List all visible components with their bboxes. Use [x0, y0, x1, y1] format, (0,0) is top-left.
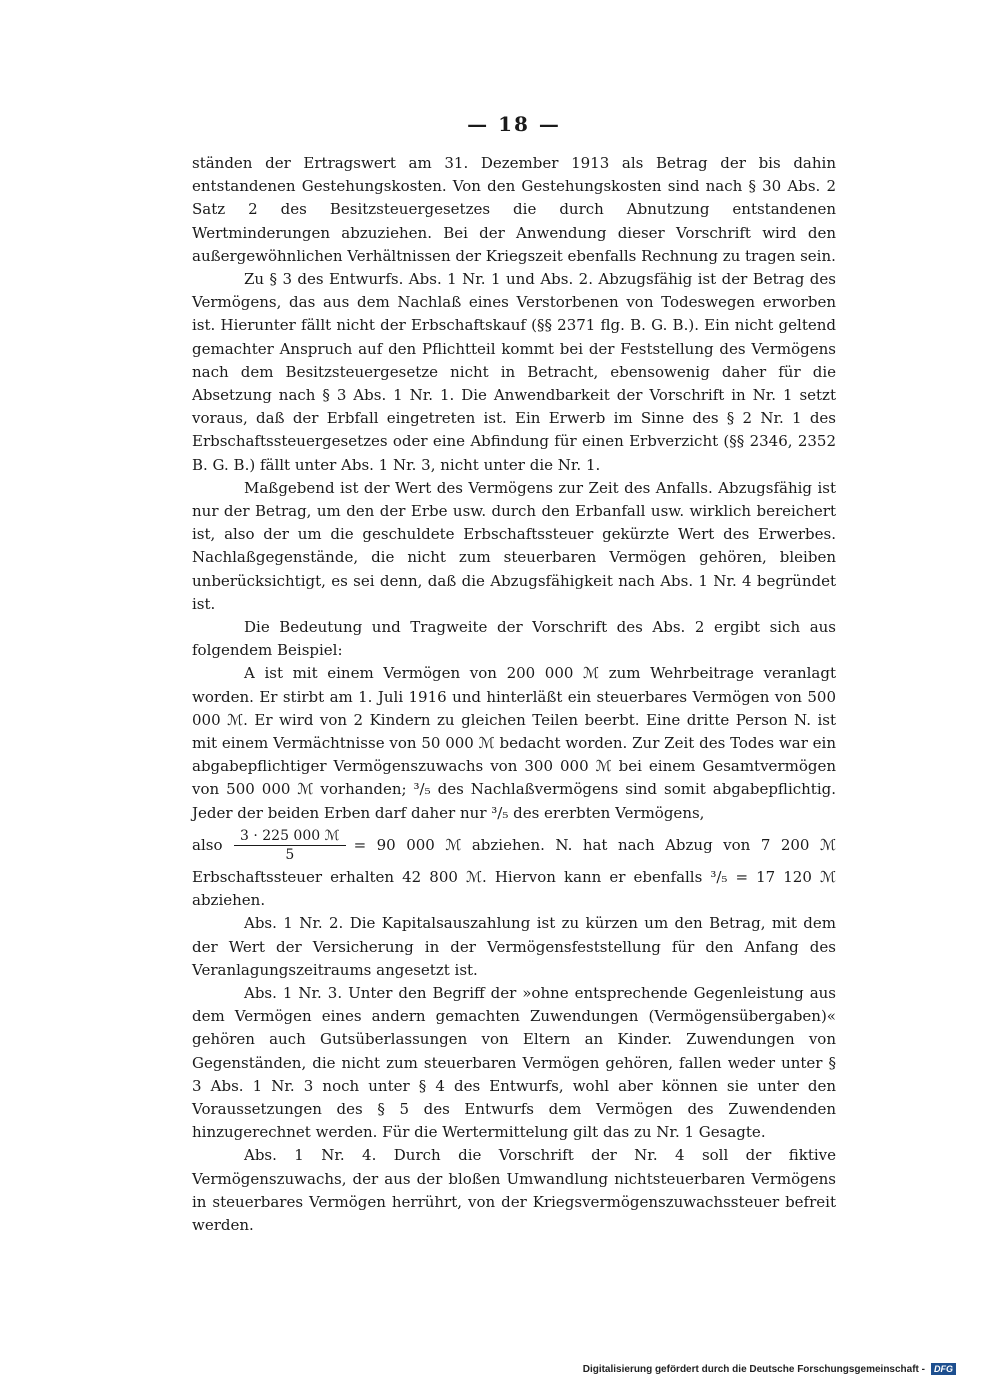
dfg-logo-icon: DFG [931, 1363, 956, 1375]
example-continuation: Erbschaftssteuer erhalten 42 800 ℳ. Hiervon kann er ebenfalls ³/₅ = 17 120 ℳ abziehen. [192, 867, 836, 910]
document-page [192, 112, 836, 1237]
formula-denominator: 5 [285, 846, 295, 863]
example-paragraph: A ist mit einem Vermögen von 200 000 ℳ zum Wehrbeitrage veranlagt worden. Er stirbt am 1. Juli 1916 und hinterläßt ein steuerbares Vermögen von 500 000 ℳ. Er wird von 2 Kindern zu gleichen Teilen beerbt. Eine dritte Person N. ist mit einem Vermächtnisse von 50 000 ℳ bedacht worden. Zur Zeit des Todes war ein abgabepflichtiger Vermögenszuwachs von 300 000 ℳ bei einem Gesamtvermögen von 500 000 ℳ vorhanden; ³/₅ des Nachlaßvermögens sind somit abgabepflichtig. Jeder der beiden Erben darf daher nur ³/₅ des ererbten Vermögens, [192, 664, 836, 822]
section-nr4: Abs. 1 Nr. 4. Durch die Vorschrift der Nr. 4 soll der fiktive Vermögenszuwachs, der aus der bloßen Umwandlung nichtsteuerbaren Vermögens in steuerbares Vermögen herrührt, von der Kriegsvermögenszuwachssteuer befreit werden. [192, 1146, 836, 1234]
formula-lead: also [192, 835, 223, 854]
formula-fraction [234, 827, 346, 864]
paragraph-4: Die Bedeutung und Tragweite der Vorschrift des Abs. 2 ergibt sich aus folgendem Beispiel: [192, 618, 836, 660]
formula-numerator: 3 · 225 000 ℳ [234, 827, 346, 846]
paragraph-1: ständen der Ertragswert am 31. Dezember 1913 als Betrag der bis dahin entstandenen Gestehungskosten. Von den Gestehungskosten sind nach § 30 Abs. 2 Satz 2 des Besitzsteuergesetzes die durch Abnutzung entstandenen Wertminderungen abzuziehen. Bei der Anwendung dieser Vorschrift wird den außergewöhnlichen Verhältnissen der Kriegszeit ebenfalls Rechnung zu tragen sein. [192, 154, 836, 265]
paragraph-3: Maßgebend ist der Wert des Vermögens zur Zeit des Anfalls. Abzugsfähig ist nur der Betrag, um den der Erbe usw. durch den Erbanfall usw. wirklich bereichert ist, also der um die geschuldete Erbschaftssteuer gekürzte Wert des Erwerbes. Nachlaßgegenstände, die nicht zum steuerbaren Vermögen gehören, bleiben unberücksichtigt, es sei denn, daß die Abzugsfähigkeit nach Abs. 1 Nr. 4 begründet ist. [192, 478, 836, 613]
page-number: — 18 — [467, 112, 561, 136]
section-nr2: Abs. 1 Nr. 2. Die Kapitalsauszahlung ist zu kürzen um den Betrag, mit dem der Wert der Versicherung in der Vermögensfeststellung für den Anfang des Veranlagungszeitraums angesetzt ist. [192, 914, 836, 979]
formula-rest: = 90 000 ℳ abziehen. N. hat nach Abzug von 7 200 ℳ [353, 835, 836, 854]
footer-credit [583, 1363, 956, 1375]
formula-line [192, 827, 836, 864]
paragraph-2: Zu § 3 des Entwurfs. Abs. 1 Nr. 1 und Abs. 2. Abzugsfähig ist der Betrag des Vermögens, das aus dem Nachlaß eines Verstorbenen von Todeswegen erworben ist. Hierunter fällt nicht der Erbschaftskauf (§§ 2371 flg. B. G. B.). Ein nicht geltend gemachter Anspruch auf den Pflichtteil kommt bei der Feststellung des Vermögens nach dem Besitzsteuergesetze nicht in Betracht, ebensowenig daher für die Absetzung nach § 3 Abs. 1 Nr. 1. Die Anwendbarkeit der Vorschrift in Nr. 1 setzt voraus, daß der Erbfall eingetreten ist. Ein Erwerb im Sinne des § 2 Nr. 1 des Erbschaftssteuergesetzes oder eine Abfindung für einen Erbverzicht (§§ 2346, 2352 B. G. B.) fällt unter Abs. 1 Nr. 3, nicht unter die Nr. 1. [192, 270, 836, 474]
section-nr3: Abs. 1 Nr. 3. Unter den Begriff der »ohne entsprechende Gegenleistung aus dem Vermögen eines andern gemachten Zuwendungen (Vermögensübergaben)« gehören auch Gutsüberlassungen von Eltern an Kinder. Zuwendungen von Gegenständen, die nicht zum steuerbaren Vermögen gehören, fallen weder unter § 3 Abs. 1 Nr. 3 noch unter § 4 des Entwurfs, wohl aber können sie unter den Voraussetzungen des § 5 des Entwurfs dem Vermögen des Zuwendenden hinzugerechnet werden. Für die Wertermittelung gilt das zu Nr. 1 Gesagte. [192, 983, 836, 1142]
footer-text: Digitalisierung gefördert durch die Deutsche Forschungsgemeinschaft - [582, 1363, 925, 1375]
